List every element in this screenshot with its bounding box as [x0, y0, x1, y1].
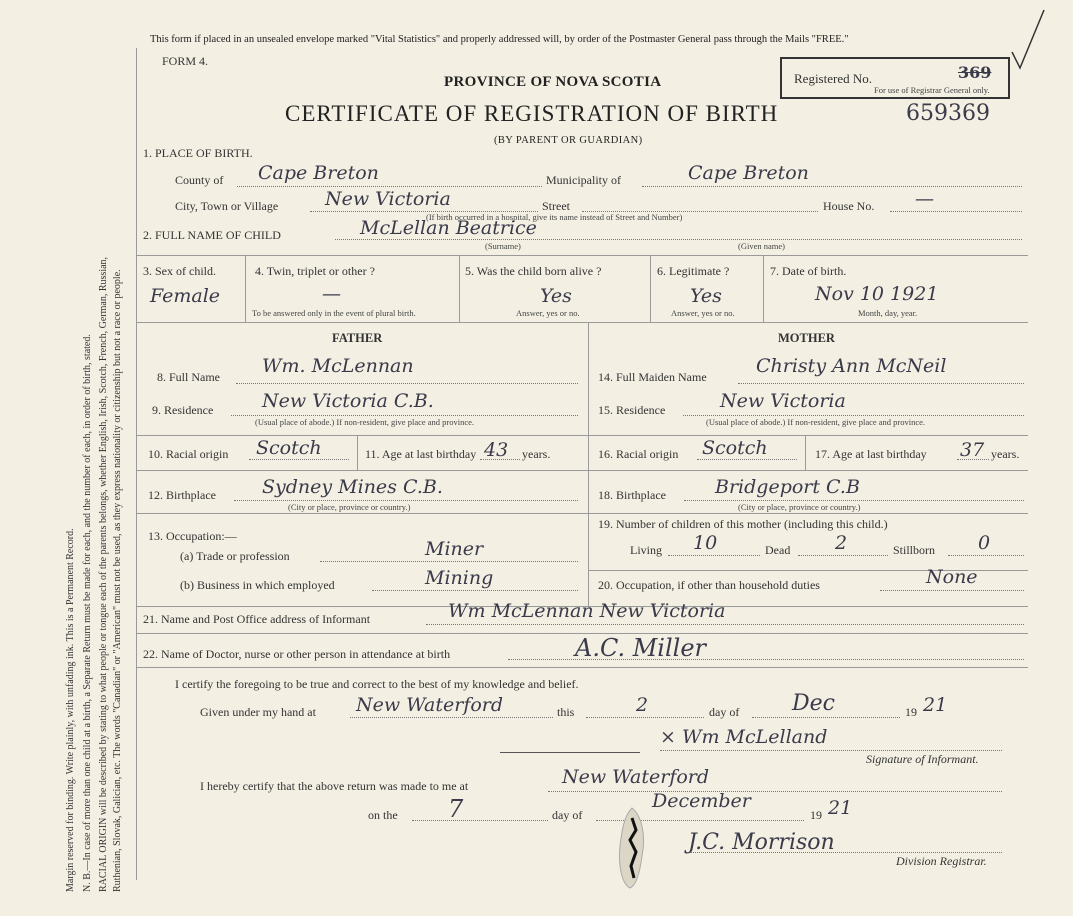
province-heading: PROVINCE OF NOVA SCOTIA: [444, 74, 662, 90]
dead-value: 2: [835, 532, 848, 554]
father-trade-label: (a) Trade or profession: [180, 549, 290, 563]
informant-signature-label: Signature of Informant.: [866, 752, 979, 766]
child-name-value: McLellan Beatrice: [360, 217, 537, 239]
dob-value: Nov 10 1921: [815, 283, 939, 305]
mother-residence-value: New Victoria: [720, 390, 846, 412]
cert-month-value: Dec: [792, 691, 835, 716]
twin-note: To be answered only in the event of plural birth.: [252, 308, 416, 318]
stillborn-label: Stillborn: [893, 543, 936, 557]
place-section-label: 1. PLACE OF BIRTH.: [143, 146, 253, 160]
mother-age-label: 17. Age at last birthday: [815, 447, 927, 461]
mother-name-label: 14. Full Maiden Name: [598, 370, 707, 384]
mother-birthplace-value: Bridgeport C.B: [715, 476, 860, 498]
legitimate-note: Answer, yes or no.: [671, 308, 735, 318]
stamped-number: 659369: [906, 101, 990, 126]
born-alive-label: 5. Was the child born alive ?: [465, 264, 602, 278]
registration-box: [780, 57, 1010, 99]
twin-value: —: [322, 283, 341, 305]
father-occupation-label: 13. Occupation:—: [148, 529, 237, 543]
father-birthplace-value: Sydney Mines C.B.: [262, 476, 443, 498]
registrar-day-value: 7: [448, 795, 464, 823]
registrar-month-value: December: [652, 790, 751, 812]
dob-note: Month, day, year.: [858, 308, 918, 318]
registrar-year-prefix: 19: [810, 808, 822, 822]
living-label: Living: [630, 543, 662, 557]
registrar-place-value: New Waterford: [562, 766, 710, 788]
father-race-value: Scotch: [256, 437, 322, 459]
mother-race-label: 16. Racial origin: [598, 447, 679, 461]
mother-birthplace-note: (City or place, province or country.): [738, 502, 861, 512]
stillborn-value: 0: [978, 532, 991, 554]
county-label: County of: [175, 173, 224, 187]
father-years-label: years.: [522, 447, 551, 461]
registrar-note: For use of Registrar General only.: [874, 85, 990, 95]
father-residence-value: New Victoria C.B.: [262, 390, 434, 412]
page-subtitle: (BY PARENT OR GUARDIAN): [494, 135, 643, 146]
mother-heading: MOTHER: [778, 331, 835, 345]
registrar-on-label: on the: [368, 808, 398, 822]
father-trade-value: Miner: [425, 538, 484, 560]
given-name-caption: (Given name): [738, 241, 785, 251]
children-count-label: 19. Number of children of this mother (including this child.): [598, 517, 888, 531]
cert-year-value: 21: [923, 694, 948, 716]
sex-label: 3. Sex of child.: [143, 264, 216, 278]
cert-day-value: 2: [636, 694, 649, 716]
cert-year-prefix: 19: [905, 705, 917, 719]
mail-notice: This form if placed in an unsealed envelope marked "Vital Statistics" and properly addressed will, by order of the Postmaster General pass through the Mails "FREE.": [150, 34, 849, 45]
registered-label: Registered No.: [794, 71, 872, 86]
informant-label: 21. Name and Post Office address of Informant: [143, 612, 371, 626]
father-residence-label: 9. Residence: [152, 403, 214, 417]
form-number: FORM 4.: [162, 54, 209, 68]
father-business-label: (b) Business in which employed: [180, 578, 335, 592]
division-registrar-label: Division Registrar.: [896, 854, 987, 868]
registrar-signature: J.C. Morrison: [688, 830, 835, 855]
father-name-value: Wm. McLennan: [262, 355, 414, 377]
child-name-label: 2. FULL NAME OF CHILD: [143, 228, 281, 242]
municipality-value: Cape Breton: [688, 162, 809, 184]
informant-value: Wm McLennan New Victoria: [448, 600, 726, 622]
county-value: Cape Breton: [258, 162, 379, 184]
margin-note-binding: Margin reserved for binding. Write plainly, with unfading ink. This is a Permanent Record.: [65, 528, 76, 892]
informant-signature: × Wm McLelland: [660, 726, 828, 748]
legitimate-value: Yes: [690, 285, 722, 307]
registrar-year-value: 21: [828, 797, 853, 819]
doctor-label: 22. Name of Doctor, nurse or other person in attendance at birth: [143, 647, 451, 661]
mother-race-value: Scotch: [702, 437, 768, 459]
father-abode-note: (Usual place of abode.) If non-resident, give place and province.: [255, 417, 475, 427]
mother-age-value: 37: [960, 439, 985, 461]
sex-value: Female: [150, 285, 221, 307]
mother-residence-label: 15. Residence: [598, 403, 666, 417]
registered-value: 369: [958, 63, 992, 82]
father-age-label: 11. Age at last birthday: [365, 447, 477, 461]
margin-note-nationality: Ruthenian, Slovak, Galician, etc. The words "Canadian" or "American" must not be used, as they express nationality or citizenship but not a race or people.: [112, 269, 123, 892]
given-under-label: Given under my hand at: [200, 705, 316, 719]
father-age-value: 43: [484, 439, 509, 461]
mother-years-label: years.: [991, 447, 1020, 461]
surname-caption: (Surname): [485, 241, 521, 251]
cert-day-of-label: day of: [709, 705, 740, 719]
mother-occupation-label: 20. Occupation, if other than household duties: [598, 578, 820, 592]
margin-notes: [60, 30, 140, 900]
father-race-label: 10. Racial origin: [148, 447, 229, 461]
twin-label: 4. Twin, triplet or other ?: [255, 264, 375, 278]
municipality-label: Municipality of: [546, 173, 621, 187]
registrar-statement: I hereby certify that the above return was made to me at: [200, 779, 469, 793]
born-alive-note: Answer, yes or no.: [516, 308, 580, 318]
street-label: Street: [542, 199, 570, 213]
margin-note-multiple-births: N. B.—In case of more than one child at a birth, a Separate Return must be made for each, and the number of each, in order of birth, stated.: [82, 334, 93, 892]
city-value: New Victoria: [325, 188, 451, 210]
city-label: City, Town or Village: [175, 199, 279, 213]
torn-paper-mark: [612, 806, 652, 890]
page-title: CERTIFICATE OF REGISTRATION OF BIRTH: [285, 101, 779, 126]
father-business-value: Mining: [425, 567, 494, 589]
living-value: 10: [693, 532, 718, 554]
mother-abode-note: (Usual place of abode.) If non-resident, give place and province.: [706, 417, 926, 427]
father-birthplace-label: 12. Birthplace: [148, 488, 216, 502]
given-place-value: New Waterford: [356, 694, 504, 716]
margin-note-racial-origin: RACIAL ORIGIN will be described by stating to what people or tongue each of the parents belongs, whether English, Irish, Scotch, French, German, Russian,: [98, 256, 109, 892]
this-label: this: [557, 705, 575, 719]
legitimate-label: 6. Legitimate ?: [657, 264, 730, 278]
house-number-value: —: [915, 188, 934, 210]
registrar-day-of-label: day of: [552, 808, 583, 822]
born-alive-value: Yes: [540, 285, 572, 307]
informant-statement: I certify the foregoing to be true and correct to the best of my knowledge and belief.: [175, 677, 579, 691]
father-birthplace-note: (City or place, province or country.): [288, 502, 411, 512]
dob-label: 7. Date of birth.: [770, 264, 847, 278]
hospital-note: (If birth occurred in a hospital, give its name instead of Street and Number): [426, 212, 683, 222]
dead-label: Dead: [765, 543, 791, 557]
house-number-label: House No.: [823, 199, 875, 213]
doctor-value: A.C. Miller: [575, 634, 707, 662]
father-heading: FATHER: [332, 331, 383, 345]
mother-birthplace-label: 18. Birthplace: [598, 488, 666, 502]
mother-occupation-value: None: [926, 566, 978, 588]
father-name-label: 8. Full Name: [157, 370, 220, 384]
check-mark: [1008, 8, 1048, 72]
mother-name-value: Christy Ann McNeil: [756, 355, 947, 377]
